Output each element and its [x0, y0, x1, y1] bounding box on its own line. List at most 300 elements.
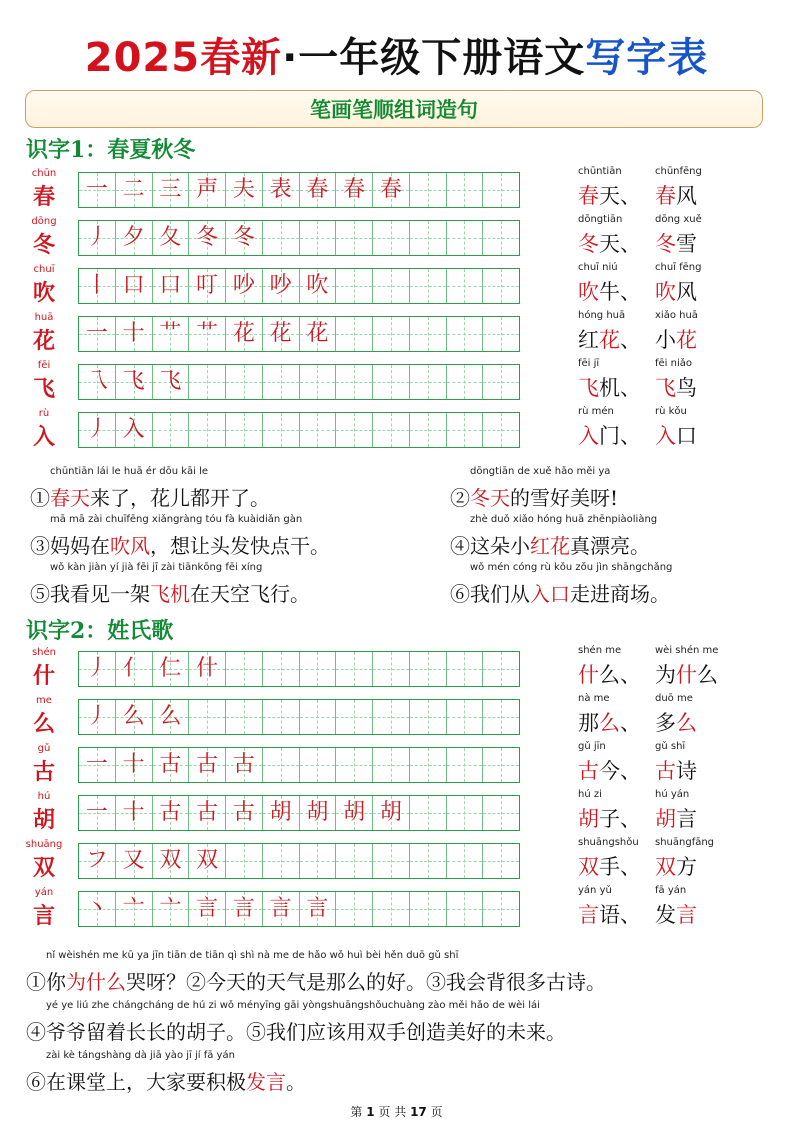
word-separator: 、: [620, 903, 641, 927]
sentence-pre: ④爷爷留着长长的胡子。⑤我们应该用双手创造美好的未来。: [26, 1020, 566, 1044]
stroke-step: 春: [379, 177, 402, 202]
stroke-grid: [78, 843, 520, 879]
stroke-step: 亻: [122, 656, 145, 681]
stroke-cell: [263, 892, 300, 926]
stroke-cell: [79, 413, 116, 447]
stroke-cell: [410, 796, 447, 830]
stroke-cell: [300, 173, 337, 207]
sentence-pre: ②: [450, 486, 470, 510]
stroke-cell: [336, 413, 373, 447]
stroke-cell: [116, 844, 153, 878]
stroke-grid: [78, 795, 520, 831]
stroke-grid: [78, 364, 520, 400]
stroke-cell: [263, 748, 300, 782]
sentence-highlight: 吹风: [110, 534, 150, 558]
char-glyph: 言: [32, 903, 55, 929]
stroke-step: 丿: [85, 225, 108, 250]
stroke-cell: [483, 317, 519, 351]
footer-label: 第: [350, 1105, 363, 1119]
word-pinyin: chūnfēng: [655, 166, 702, 177]
vocab-word: [655, 707, 697, 737]
sentence-post: 哭呀？②今天的天气是那么的好。③我会背很多古诗。: [126, 970, 606, 994]
stroke-cell: [447, 221, 484, 255]
stroke-cell: [300, 317, 337, 351]
footer-page: 1: [366, 1105, 375, 1119]
stroke-step: 吵: [269, 273, 292, 298]
word-char: 吹: [578, 280, 599, 304]
stroke-step: 亠: [159, 896, 182, 921]
word-char: 为: [655, 663, 676, 687]
sentence-highlight: 入口: [530, 582, 570, 606]
stroke-step: 一: [85, 752, 108, 777]
stroke-cell: [116, 748, 153, 782]
stroke-cell: [483, 892, 519, 926]
sentence-post: 走进商场。: [570, 582, 670, 606]
word-char: 口: [676, 424, 697, 448]
char-pinyin: chūn: [31, 168, 57, 179]
stroke-step: 亠: [122, 896, 145, 921]
stroke-cell: [79, 221, 116, 255]
sentence: [450, 482, 618, 511]
stroke-cell: [263, 652, 300, 686]
stroke-cell: [447, 413, 484, 447]
footer-end: 页: [430, 1105, 443, 1119]
stroke-cell: [263, 796, 300, 830]
char-glyph: 入: [32, 424, 55, 450]
word-char: 天: [599, 232, 620, 256]
vocab-word: [655, 180, 697, 210]
stroke-cell: [336, 796, 373, 830]
char-glyph: 冬: [32, 232, 55, 258]
stroke-step: 口: [159, 273, 182, 298]
stroke-cell: [153, 892, 190, 926]
word-char: 言: [676, 903, 697, 927]
stroke-cell: [483, 844, 519, 878]
stroke-step: 艹: [159, 321, 182, 346]
word-char: 门: [599, 424, 620, 448]
vocab-word: [655, 851, 697, 881]
stroke-step: 一: [85, 321, 108, 346]
stroke-cell: [189, 892, 226, 926]
sentence-pre: ①: [30, 486, 50, 510]
stroke-cell: [410, 413, 447, 447]
stroke-step: 丿: [85, 704, 108, 729]
char-pinyin: huā: [34, 312, 54, 323]
word-char: 那: [578, 711, 599, 735]
stroke-step: 飞: [122, 369, 145, 394]
word-pinyin: chūntiān: [578, 166, 622, 177]
char-glyph: 胡: [32, 807, 55, 833]
stroke-cell: [79, 317, 116, 351]
char-glyph: 飞: [32, 376, 55, 402]
word-separator: 、: [620, 807, 641, 831]
stroke-cell: [410, 700, 447, 734]
sentence-highlight: 发言: [246, 1070, 286, 1094]
stroke-cell: [263, 700, 300, 734]
word-separator: 、: [620, 184, 641, 208]
stroke-cell: [79, 748, 116, 782]
vocab-word: [578, 851, 641, 881]
footer-mid: 页 共: [378, 1105, 407, 1119]
word-char: 双: [578, 855, 599, 879]
word-pinyin: chuī niú: [578, 262, 618, 273]
stroke-cell: [410, 365, 447, 399]
stroke-step: 冬: [232, 225, 255, 250]
sentence-highlight: 红花: [530, 534, 570, 558]
vocab-word: [655, 755, 697, 785]
vocab-word: [578, 420, 641, 450]
char-pinyin: chuī: [33, 264, 55, 275]
stroke-cell: [226, 269, 263, 303]
stroke-step: 春: [306, 177, 329, 202]
vocab-word: [578, 659, 641, 689]
char-glyph: 双: [32, 855, 55, 881]
stroke-cell: [447, 844, 484, 878]
stroke-step: 十: [122, 800, 145, 825]
stroke-cell: [226, 413, 263, 447]
stroke-cell: [226, 173, 263, 207]
sentence-post: 在天空飞行。: [190, 582, 310, 606]
word-char: 机: [599, 376, 620, 400]
stroke-step: 春: [343, 177, 366, 202]
vocab-word: [655, 324, 697, 354]
stroke-cell: [189, 365, 226, 399]
sentence-pinyin: wǒ kàn jiàn yí jià fēi jī zài tiānkōng fēi xíng: [50, 562, 263, 573]
stroke-cell: [373, 796, 410, 830]
stroke-cell: [447, 365, 484, 399]
stroke-cell: [226, 652, 263, 686]
stroke-cell: [336, 221, 373, 255]
word-char: 入: [655, 424, 676, 448]
stroke-cell: [410, 173, 447, 207]
word-char: 鸟: [676, 376, 697, 400]
word-pinyin: hóng huā: [578, 310, 626, 321]
sentence-post: 。: [286, 1070, 306, 1094]
word-pinyin: rù kǒu: [655, 406, 687, 417]
stroke-cell: [116, 796, 153, 830]
stroke-step: 一: [85, 177, 108, 202]
sentence: [26, 1066, 306, 1095]
char-glyph: 么: [32, 711, 55, 737]
stroke-step: 仁: [159, 656, 182, 681]
stroke-cell: [300, 844, 337, 878]
word-char: 天: [599, 184, 620, 208]
title-part-table: 写字表: [585, 35, 709, 81]
vocab-word: [578, 180, 641, 210]
stroke-cell: [226, 748, 263, 782]
stroke-cell: [79, 652, 116, 686]
stroke-cell: [447, 652, 484, 686]
word-pinyin: shuāngshǒu: [578, 837, 639, 848]
stroke-step: 丨: [85, 273, 108, 298]
sentence-pinyin: zài kè tángshàng dà jiā yào jī jí fā yán: [46, 1050, 235, 1061]
word-char: 诗: [676, 759, 697, 783]
stroke-step: 艹: [196, 321, 219, 346]
word-char: 冬: [578, 232, 599, 256]
word-char: 牛: [599, 280, 620, 304]
word-pinyin: duō me: [655, 693, 693, 704]
word-char: 什: [578, 663, 599, 687]
stroke-cell: [410, 221, 447, 255]
vocab-word: [578, 707, 641, 737]
word-char: 么: [697, 663, 718, 687]
stroke-cell: [263, 413, 300, 447]
stroke-step: 双: [196, 848, 219, 873]
stroke-step: 花: [269, 321, 292, 346]
stroke-cell: [447, 317, 484, 351]
stroke-step: 三: [159, 177, 182, 202]
word-char: 言: [578, 903, 599, 927]
vocab-word: [655, 899, 697, 929]
char-pinyin: gǔ: [37, 743, 51, 754]
stroke-cell: [226, 221, 263, 255]
word-char: 风: [676, 184, 697, 208]
stroke-step: 夕: [122, 225, 145, 250]
stroke-cell: [226, 365, 263, 399]
stroke-step: 丶: [85, 896, 108, 921]
stroke-cell: [153, 365, 190, 399]
stroke-step: 入: [122, 417, 145, 442]
stroke-step: 冬: [196, 225, 219, 250]
stroke-cell: [483, 221, 519, 255]
word-char: 雪: [676, 232, 697, 256]
word-char: 子: [599, 807, 620, 831]
stroke-cell: [153, 700, 190, 734]
stroke-cell: [447, 796, 484, 830]
word-separator: 、: [620, 328, 641, 352]
stroke-cell: [79, 269, 116, 303]
stroke-cell: [300, 269, 337, 303]
stroke-cell: [336, 700, 373, 734]
char-pinyin: yán: [34, 887, 54, 898]
stroke-cell: [483, 269, 519, 303]
char-glyph: 春: [32, 184, 55, 210]
stroke-cell: [153, 748, 190, 782]
vocab-word: [578, 755, 641, 785]
stroke-cell: [336, 173, 373, 207]
stroke-grid: [78, 220, 520, 256]
word-pinyin: hú zi: [578, 789, 602, 800]
stroke-cell: [263, 365, 300, 399]
stroke-grid: [78, 412, 520, 448]
stroke-step: 古: [159, 752, 182, 777]
stroke-step: 胡: [269, 800, 292, 825]
word-char: 发: [655, 903, 676, 927]
stroke-cell: [336, 844, 373, 878]
stroke-cell: [226, 844, 263, 878]
stroke-cell: [79, 796, 116, 830]
stroke-cell: [79, 844, 116, 878]
stroke-cell: [483, 413, 519, 447]
stroke-cell: [153, 269, 190, 303]
char-pinyin: me: [36, 695, 52, 706]
stroke-step: 又: [122, 848, 145, 873]
stroke-step: 叮: [196, 273, 219, 298]
sentence: [26, 966, 606, 995]
sentence-highlight: 春天: [50, 486, 90, 510]
stroke-step: 表: [269, 177, 292, 202]
sentence-pre: ④这朵小: [450, 534, 530, 558]
stroke-step: 丿: [85, 417, 108, 442]
sentence-post: ，想让头发快点干。: [150, 534, 330, 558]
stroke-step: 么: [122, 704, 145, 729]
stroke-cell: [300, 221, 337, 255]
stroke-step: 十: [122, 752, 145, 777]
stroke-cell: [153, 221, 190, 255]
stroke-cell: [410, 844, 447, 878]
stroke-cell: [300, 892, 337, 926]
word-separator: 、: [620, 376, 641, 400]
word-pinyin: rù mén: [578, 406, 614, 417]
word-char: 吹: [655, 280, 676, 304]
stroke-cell: [153, 317, 190, 351]
sentence-post: 的雪好美呀!: [510, 486, 619, 510]
footer-total: 17: [410, 1105, 427, 1119]
word-char: 么: [599, 663, 620, 687]
stroke-cell: [483, 748, 519, 782]
word-pinyin: dōngtiān: [578, 214, 623, 225]
stroke-cell: [79, 700, 116, 734]
stroke-grid: [78, 699, 520, 735]
word-char: 花: [599, 328, 620, 352]
word-char: 双: [655, 855, 676, 879]
sentence-post: 来了，花儿都开了。: [90, 486, 270, 510]
vocab-word: [578, 803, 641, 833]
stroke-cell: [410, 652, 447, 686]
stroke-step: 吵: [232, 273, 255, 298]
stroke-cell: [300, 365, 337, 399]
stroke-cell: [336, 892, 373, 926]
stroke-step: 胡: [306, 800, 329, 825]
sentence-highlight: 冬天: [470, 486, 510, 510]
char-pinyin: shuāng: [25, 839, 63, 850]
sentence: [30, 530, 330, 559]
word-char: 花: [676, 328, 697, 352]
stroke-cell: [116, 365, 153, 399]
stroke-grid: [78, 172, 520, 208]
stroke-step: 言: [269, 896, 292, 921]
word-char: 红: [578, 328, 599, 352]
stroke-cell: [79, 892, 116, 926]
stroke-cell: [300, 700, 337, 734]
word-separator: 、: [620, 280, 641, 304]
stroke-cell: [263, 173, 300, 207]
stroke-step: 乁: [85, 369, 108, 394]
stroke-cell: [116, 892, 153, 926]
word-char: 古: [655, 759, 676, 783]
vocab-word: [655, 803, 697, 833]
stroke-cell: [189, 796, 226, 830]
stroke-cell: [447, 892, 484, 926]
stroke-cell: [300, 652, 337, 686]
stroke-cell: [263, 221, 300, 255]
word-char: 手: [599, 855, 620, 879]
stroke-step: 古: [196, 800, 219, 825]
stroke-cell: [410, 269, 447, 303]
stroke-cell: [189, 413, 226, 447]
vocab-word: [655, 276, 697, 306]
stroke-grid: [78, 747, 520, 783]
sentence-pre: ⑥我们从: [450, 582, 530, 606]
word-pinyin: shén me: [578, 645, 622, 656]
section-2-title: 识字2：姓氏歌: [26, 618, 174, 644]
word-char: 胡: [655, 807, 676, 831]
stroke-step: 古: [196, 752, 219, 777]
sentence-pinyin: zhè duǒ xiǎo hóng huā zhēnpiàoliàng: [470, 514, 658, 525]
vocab-word: [578, 324, 641, 354]
stroke-cell: [447, 700, 484, 734]
stroke-step: 古: [232, 752, 255, 777]
stroke-step: 什: [196, 656, 219, 681]
stroke-cell: [410, 748, 447, 782]
word-pinyin: xiǎo huā: [655, 310, 698, 321]
stroke-cell: [336, 365, 373, 399]
stroke-cell: [189, 221, 226, 255]
word-char: 多: [655, 711, 676, 735]
stroke-step: 夫: [232, 177, 255, 202]
stroke-cell: [447, 173, 484, 207]
stroke-cell: [189, 652, 226, 686]
vocab-word: [578, 228, 641, 258]
stroke-step: 言: [196, 896, 219, 921]
stroke-cell: [116, 269, 153, 303]
vocab-word: [578, 372, 641, 402]
stroke-cell: [373, 892, 410, 926]
sentence-pinyin: yé ye liú zhe chángcháng de hú zi wǒ ményīng gāi yòngshuāngshǒuchuàng zào měi hǎo de wèi lái: [46, 1000, 540, 1011]
stroke-cell: [226, 892, 263, 926]
stroke-step: 胡: [343, 800, 366, 825]
stroke-cell: [373, 652, 410, 686]
page-title: [0, 28, 793, 88]
stroke-grid: [78, 651, 520, 687]
section-1-title: 识字1：春夏秋冬: [26, 137, 196, 163]
word-char: 今: [599, 759, 620, 783]
stroke-cell: [153, 844, 190, 878]
stroke-cell: [447, 748, 484, 782]
stroke-cell: [153, 413, 190, 447]
word-char: 方: [676, 855, 697, 879]
stroke-cell: [336, 652, 373, 686]
stroke-grid: [78, 891, 520, 927]
stroke-step: 十: [122, 321, 145, 346]
stroke-step: 么: [159, 704, 182, 729]
stroke-step: 花: [232, 321, 255, 346]
word-char: 古: [578, 759, 599, 783]
word-char: 什: [676, 663, 697, 687]
word-separator: 、: [620, 711, 641, 735]
char-glyph: 吹: [32, 280, 55, 306]
stroke-cell: [189, 700, 226, 734]
stroke-cell: [263, 269, 300, 303]
stroke-cell: [189, 844, 226, 878]
stroke-grid: [78, 316, 520, 352]
word-char: 风: [676, 280, 697, 304]
stroke-cell: [336, 317, 373, 351]
sentence: [450, 530, 650, 559]
sentence-pinyin: nǐ wèishén me kū ya jīn tiān de tiān qì shì nà me de hǎo wǒ huì bèi hěn duō gǔ shī: [46, 950, 459, 961]
sentence-pre: ⑥在课堂上，大家要积极: [26, 1070, 246, 1094]
vocab-word: [655, 372, 697, 402]
stroke-step: フ: [85, 848, 108, 873]
word-char: 么: [599, 711, 620, 735]
word-char: 春: [655, 184, 676, 208]
word-pinyin: fēi niǎo: [655, 358, 692, 369]
word-pinyin: nà me: [578, 693, 610, 704]
sentence: [450, 578, 670, 607]
stroke-cell: [483, 365, 519, 399]
stroke-cell: [373, 317, 410, 351]
stroke-cell: [153, 652, 190, 686]
